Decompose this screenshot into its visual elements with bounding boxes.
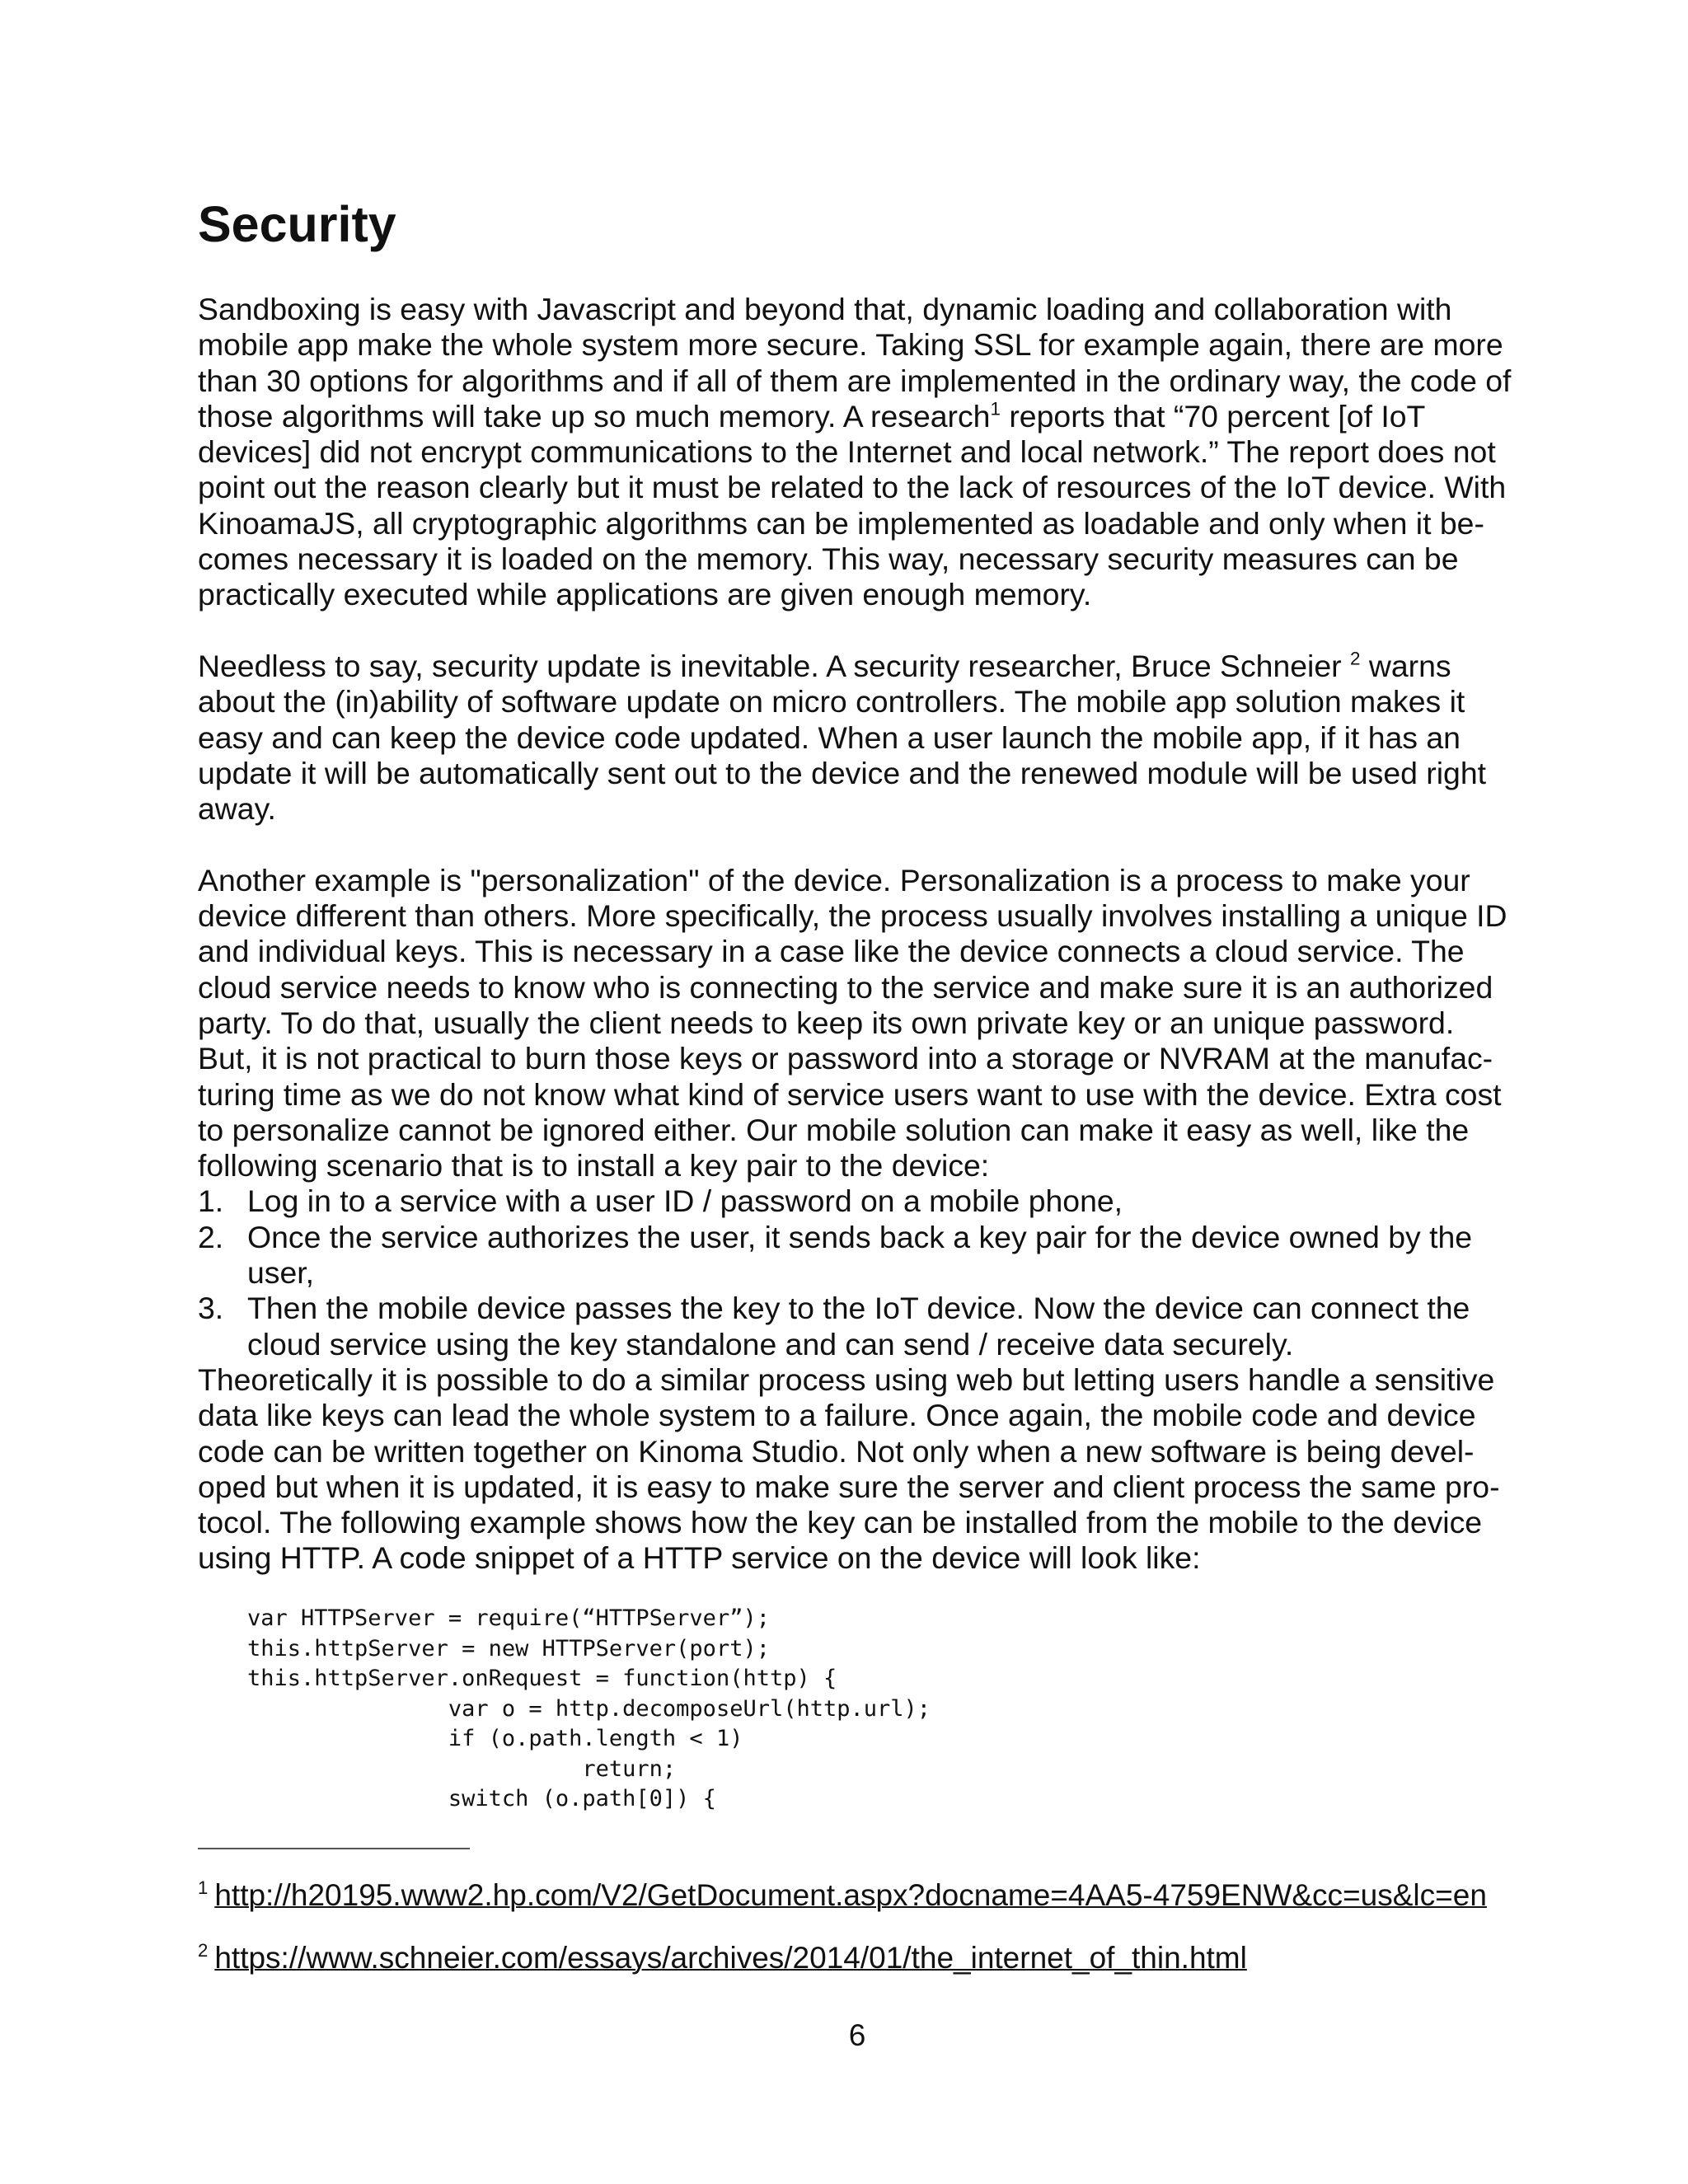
page-number: 6	[848, 2018, 866, 2052]
footnote-ref-1[interactable]: 1	[990, 398, 1001, 419]
code-line: var o = http.decomposeUrl(http.url);	[247, 1695, 931, 1722]
list-number: 2.	[198, 1219, 224, 1254]
code-line: switch (o.path[0]) {	[247, 1786, 716, 1811]
footnote-divider	[198, 1848, 470, 1849]
list-text: Then the mobile device passes the key to the IoT device. Now the device can connect the cloud service using the key standalone and can send / receive data securely.	[247, 1291, 1470, 1361]
code-line: return;	[247, 1755, 677, 1782]
footnote-2	[198, 1940, 1247, 1976]
list-item	[198, 1183, 1517, 1219]
code-line: this.httpServer = new HTTPServer(port);	[247, 1635, 770, 1661]
footnote-link-2[interactable]: https://www.schneier.com/essays/archives/2014/01/the_internet_of_thin.html	[214, 1941, 1247, 1975]
footnote-1	[198, 1877, 1487, 1914]
paragraph-text: Needless to say, security update is inevitable. A security researcher, Bruce Schneier	[198, 648, 1351, 683]
paragraph-text: warns about the (in)ability of software update on micro controllers. The mobile app solution makes it easy and can keep the device code updated. When a user launch the mobile app, if it has an update it will be automatically sent out to the device and the renewed module will be used right away.	[198, 648, 1487, 827]
paragraph-text: reports that “70 percent [of IoT devices] did not encrypt communications to the Internet and local network.” The report does not point out the reason clearly but it must be related to the lack of resources of the IoT device. With KinoamaJS, all cryptographic algorithms can be implemented as loadable and only when it be-comes necessary it is loaded on the memory. This way, necessary security measures can be practically executed while applications are given enough memory.	[198, 398, 1507, 612]
footnote-link-1[interactable]: http://h20195.www2.hp.com/V2/GetDocument.aspx?docname=4AA5-4759ENW&cc=us&lc=en	[214, 1878, 1487, 1912]
code-line: if (o.path.length < 1)	[247, 1726, 743, 1751]
list-text: Log in to a service with a user ID / password on a mobile phone,	[247, 1183, 1123, 1219]
list-number: 1.	[198, 1183, 224, 1219]
list-number: 3.	[198, 1291, 224, 1326]
footnote-number: 2	[198, 1939, 209, 1961]
footnote-number: 1	[198, 1877, 209, 1898]
section-title: Security	[198, 196, 396, 252]
code-line: this.httpServer.onRequest = function(http) {	[247, 1666, 837, 1691]
scenario-steps	[198, 1183, 1517, 1361]
paragraph-sandboxing	[198, 292, 1517, 613]
body-text	[198, 292, 1517, 1577]
list-item	[198, 1220, 1517, 1291]
paragraph-personalization: Another example is "personalization" of the device. Personalization is a process to make your device different than others. More specifically, the process usually involves installing a unique ID and individual keys. This is necessary in a case like the device connects a cloud service. The cloud service needs to know who is connecting to the service and make sure it is an authorized party. To do that, usually the client needs to keep its own private key or an unique password. But, it is not practical to burn those keys or password into a storage or NVRAM at the manufac-turing time as we do not know what kind of service users want to use with the device. Extra cost to personalize cannot be ignored either. Our mobile solution can make it easy as well, like the following scenario that is to install a key pair to the device:	[198, 862, 1507, 1183]
footnote-ref-2[interactable]: 2	[1350, 648, 1361, 669]
list-item	[198, 1291, 1517, 1362]
code-snippet	[247, 1604, 931, 1815]
paragraph-text: Sandboxing is easy with Javascript and beyond that, dynamic loading and collaboration with mobile app make the whole system more secure. Taking SSL for example again, there are more than 30 options for algorithms and if all of them are implemented in the ordinary way, the code of those algorithms will take up so much memory. A research	[198, 292, 1512, 434]
code-line: var HTTPServer = require(“HTTPServer”);	[247, 1605, 770, 1631]
paragraph-theoretically: Theoretically it is possible to do a similar process using web but letting users handle a sensitive data like keys can lead the whole system to a failure. Once again, the mobile code and device code can be written together on Kinoma Studio. Not only when a new software is being devel-oped but when it is updated, it is easy to make sure the server and client process the same pro-tocol. The following example shows how the key can be installed from the mobile to the device using HTTP. A code snippet of a HTTP service on the device will look like:	[198, 1361, 1500, 1576]
paragraph-security-update	[198, 649, 1517, 827]
list-text: Once the service authorizes the user, it sends back a key pair for the device owned by the user,	[247, 1219, 1473, 1291]
